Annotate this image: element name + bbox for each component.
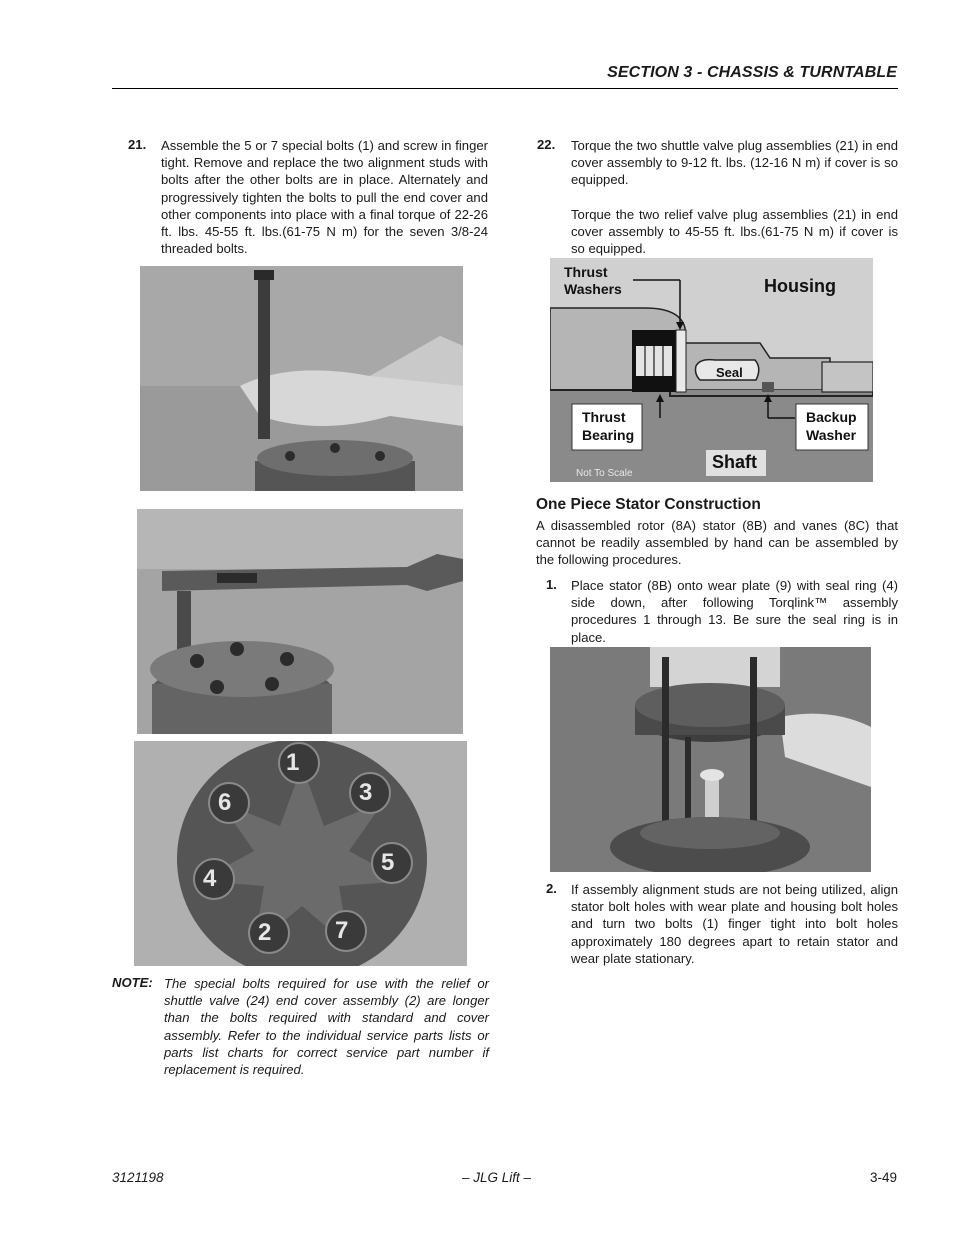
stator-step-1-number: 1.: [546, 577, 557, 592]
step-22-number: 22.: [537, 137, 556, 152]
photo-stator-studs: [550, 647, 871, 872]
step-22-text-2: Torque the two relief valve plug assemblies (21) in end cover assembly to 45-55 ft. lbs.(61-75 N m) if cover is so equipped.: [571, 207, 898, 257]
label-seal: Seal: [716, 365, 743, 380]
note-text: The special bolts required for use with the relief or shuttle valve (24) end cover assembly (2) are longer than the bolts required with standard and cover assembly. Refer to the individual service parts lists or parts list charts for correct service part number if replacement is required.: [164, 976, 489, 1078]
stator-heading: One Piece Stator Construction: [536, 496, 761, 513]
footer-doc-number: 3121198: [112, 1170, 164, 1185]
footer-page-number: 3-49: [869, 1170, 897, 1185]
label-not-to-scale: Not To Scale: [576, 468, 633, 479]
bolt-label-4: 4: [203, 865, 217, 892]
label-backup-washer: Backup Washer: [806, 409, 857, 443]
photo-hand-bolt: [140, 266, 463, 491]
stator-step-2-text: If assembly alignment studs are not being utilized, align stator bolt holes with wear plate and housing bolt holes and turn two bolts (1) finger tight into bolt holes approximately 180 degrees apart to retain stator and wear plate stationary.: [571, 882, 898, 966]
label-shaft: Shaft: [712, 452, 757, 472]
bolt-label-2: 2: [258, 919, 272, 946]
footer-center: – JLG Lift –: [462, 1170, 532, 1185]
note-label: NOTE:: [112, 975, 153, 990]
label-thrust-bearing: Thrust Bearing: [582, 409, 635, 443]
label-thrust-washers: Thrust Washers: [564, 264, 622, 297]
header-rule: [112, 88, 898, 89]
bolt-label-3: 3: [359, 779, 373, 806]
bolt-label-5: 5: [381, 849, 395, 876]
photo-torque-wrench: [137, 509, 463, 734]
bolt-label-6: 6: [218, 789, 232, 816]
step-21-text: Assemble the 5 or 7 special bolts (1) and screw in finger tight. Remove and replace the two alignment studs with bolts after the other bolts are in place. Alternately and progressively tighten the bolts to pull the end cover and other components into place with a final torque of 22-26 ft. lbs. 45-55 ft. lbs.(61-75 N m) for the seven 3/8-24 threaded bolts.: [161, 138, 488, 257]
bolt-label-1: 1: [286, 749, 300, 776]
seal-diagram: [550, 258, 873, 482]
stator-step-1-text: Place stator (8B) onto wear plate (9) with seal ring (4) side down, after following Torqlink™ assembly procedures 1 through 13. Be sure the seal ring is in place.: [571, 578, 898, 645]
stator-step-2-number: 2.: [546, 881, 557, 896]
label-housing: Housing: [764, 276, 836, 296]
bolt-label-7: 7: [335, 917, 349, 944]
step-21-number: 21.: [128, 137, 147, 152]
stator-intro: A disassembled rotor (8A) stator (8B) and vanes (8C) that cannot be readily assembled by hand can be assembled by the following procedures.: [536, 518, 898, 568]
section-title: SECTION 3 - CHASSIS & TURNTABLE: [607, 64, 897, 81]
step-22-text-1: Torque the two shuttle valve plug assemblies (21) in end cover assembly to 9-12 ft. lbs. (12-16 N m) if cover is so equipped.: [571, 138, 898, 188]
photo-bolt-pattern: [134, 741, 467, 966]
